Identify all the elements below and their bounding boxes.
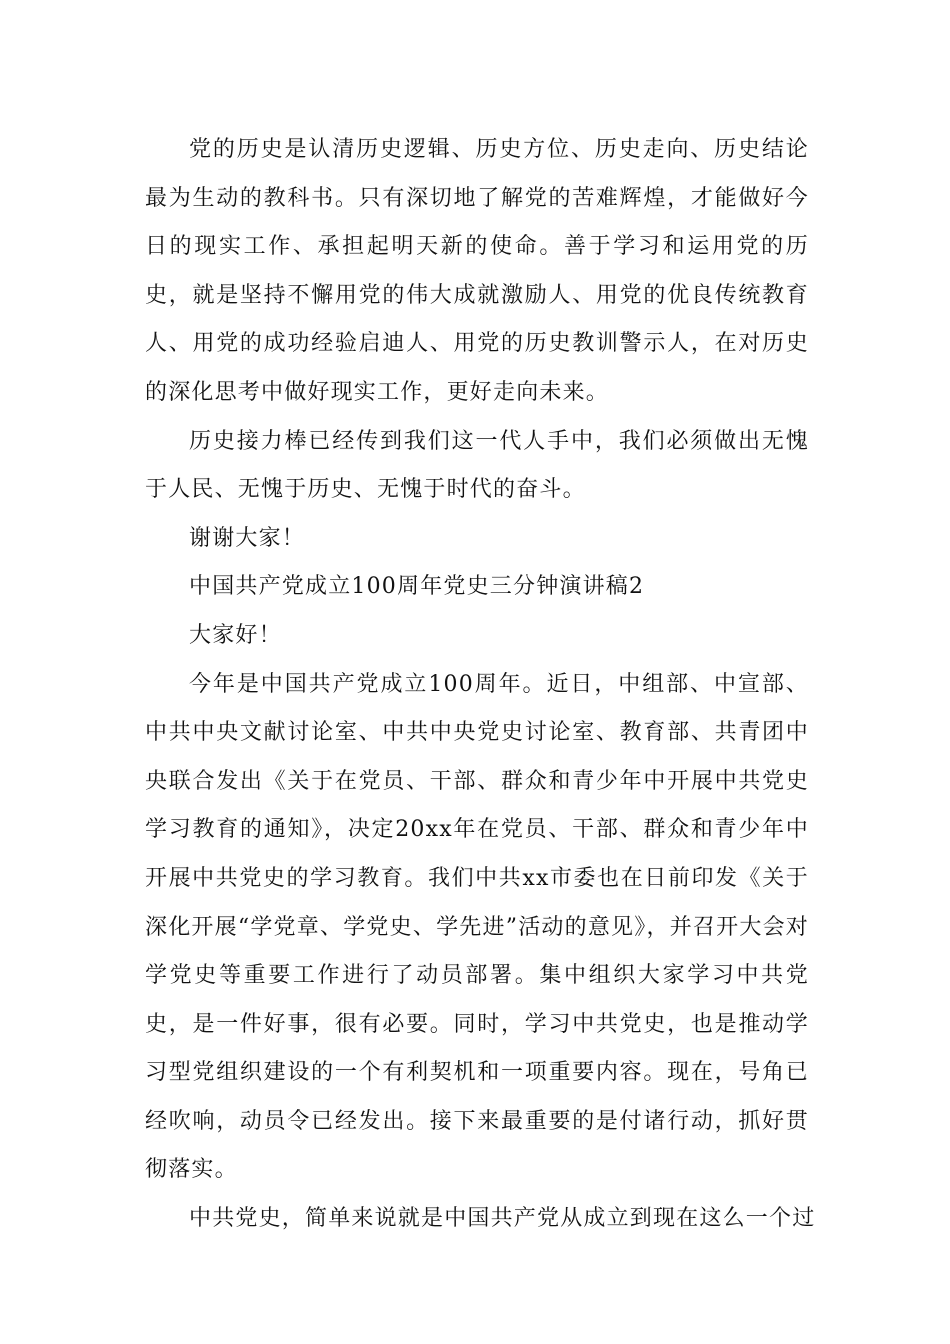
paragraph-party-history: 中共党史，简单来说就是中国共产党从成立到现在这么一个过 xyxy=(189,1206,816,1232)
paragraph-relay-baton: 历史接力棒已经传到我们这一代人手中，我们必须做出无愧于人民、无愧于历史、无愧于时代的奋斗。 xyxy=(145,428,809,503)
paragraph-thanks: 谢谢大家！ xyxy=(189,525,306,551)
document-body xyxy=(145,126,816,1244)
paragraph-centenary: 今年是中国共产党成立100周年。近日，中组部、中宣部、中共中央文献讨论室、中共中央党史讨论室、教育部、共青团中央联合发出《关于在党员、干部、群众和青少年中开展中共党史学习教育的通知》，决定20xx年在党员、干部、群众和青少年中开展中共党史的学习教育。我们中共xx市委也在日前印发《关于深化开展“学党章、学党史、学先进”活动的意见》，并召开大会对学党史等重要工作进行了动员部署。集中组织大家学习中共党史，是一件好事，很有必要。同时，学习中共党史，也是推动学习型党组织建设的一个有利契机和一项重要内容。现在，号角已经吹响，动员令已经发出。接下来最重要的是付诸行动，抓好贯彻落实。 xyxy=(145,671,809,1183)
paragraph-history-textbook: 党的历史是认清历史逻辑、历史方位、历史走向、历史结论最为生动的教科书。只有深切地了解党的苦难辉煌，才能做好今日的现实工作、承担起明天新的使命。善于学习和运用党的历史，就是坚持不懈用党的伟大成就激励人、用党的优良传统教育人、用党的成功经验启迪人、用党的历史教训警示人，在对历史的深化思考中做好现实工作，更好走向未来。 xyxy=(145,137,809,405)
paragraph-greeting: 大家好！ xyxy=(189,622,282,648)
speech-title: 中国共产党成立100周年党史三分钟演讲稿2 xyxy=(189,574,645,600)
